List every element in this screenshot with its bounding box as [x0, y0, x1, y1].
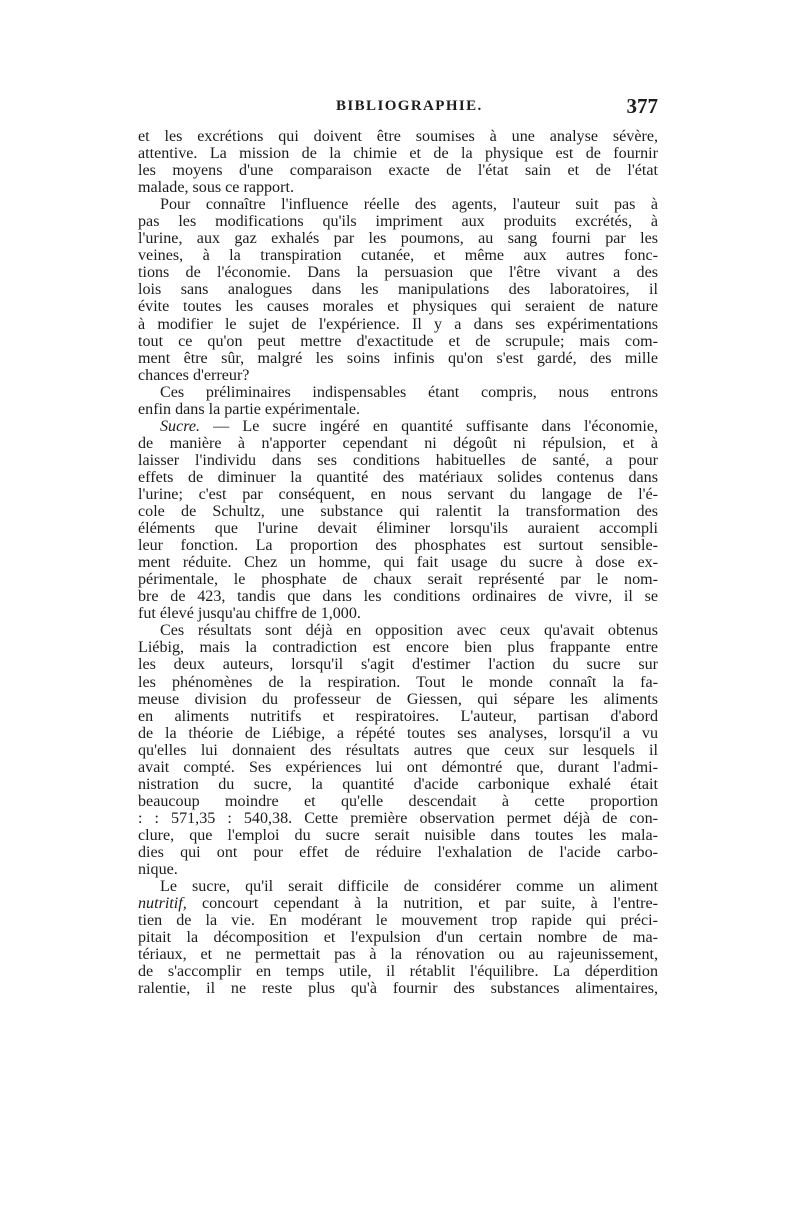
- text-line: enfin dans la partie expérimentale.: [138, 400, 361, 418]
- text-line: Ces préliminaires indispensables étant compris, nous entrons: [160, 383, 658, 401]
- text-line: dies qui ont pour effet de réduire l'exhalation de l'acide carbo-: [138, 843, 658, 861]
- text-line: éléments que l'urine devait éliminer lorsqu'ils auraient accompli: [138, 520, 658, 538]
- text-line: fut élevé jusqu'au chiffre de 1,000.: [138, 605, 361, 623]
- text-line: effets de diminuer la quantité des matériaux solides contenus dans: [138, 468, 658, 486]
- italic-term: nutritif,: [138, 895, 187, 913]
- text-line: pitait la décomposition et l'expulsion d'un certain nombre de ma-: [138, 929, 658, 947]
- text-line: attentive. La mission de la chimie et de la physique est de fournir: [138, 145, 658, 163]
- text-line: leur fonction. La proportion des phosphates est surtout sensible-: [138, 537, 658, 555]
- text-line: : : 571,35 : 540,38. Cette première observation permet déjà de con-: [138, 809, 658, 827]
- italic-term: Sucre.: [160, 417, 201, 435]
- text-line: ment réduite. Chez un homme, qui fait usage du sucre à dose ex-: [138, 554, 658, 572]
- text-line: Le sucre, qu'il serait difficile de considérer comme un aliment: [160, 878, 658, 896]
- text-line: l'urine, aux gaz exhalés par les poumons, au sang fourni par les: [138, 230, 658, 248]
- text-line: et les excrétions qui doivent être soumises à une analyse sévère,: [138, 128, 658, 145]
- running-head: BIBLIOGRAPHIE.: [336, 98, 483, 114]
- text-line: les phénomènes de la respiration. Tout le monde connaît la fa-: [138, 673, 658, 691]
- text-line: de la théorie de Liébige, a répété toutes ses analyses, lorsqu'il a vu: [138, 724, 658, 742]
- page-number: 377: [626, 94, 658, 118]
- text-line: nique.: [138, 861, 178, 879]
- text-line: avait compté. Ses expériences lui ont démontré que, durant l'admi-: [138, 758, 658, 776]
- text-line: ralentie, il ne reste plus qu'à fournir des substances alimentaires,: [138, 980, 658, 998]
- text-line: Sucre. — Le sucre ingéré en quantité suffisante dans l'économie,: [160, 417, 658, 435]
- text-line: bre de 423, tandis que dans les conditions ordinaires de vivre, il se: [138, 588, 658, 606]
- text-line: tien de la vie. En modérant le mouvement trop rapide qui préci-: [138, 912, 658, 930]
- text-line: chances d'erreur?: [138, 366, 250, 384]
- text-line: lois sans analogues dans les manipulations des laboratoires, il: [138, 281, 658, 299]
- text-line: cole de Schultz, une substance qui ralentit la transformation des: [138, 503, 658, 521]
- text-line: tériaux, et ne permettait pas à la rénovation ou au rajeunissement,: [138, 946, 658, 964]
- text-line: tions de l'économie. Dans la persuasion que l'être vivant a des: [138, 264, 658, 282]
- text-line: laisser l'individu dans ses conditions habituelles de santé, a pour: [138, 451, 658, 469]
- page-header: [138, 94, 658, 124]
- text-line: ment être sûr, malgré les soins infinis qu'on s'est gardé, des mille: [138, 349, 658, 367]
- text-line: de s'accomplir en temps utile, il rétablit l'équilibre. La déperdition: [138, 963, 658, 981]
- text-line: Liébig, mais la contradiction est encore bien plus frappante entre: [138, 639, 658, 657]
- text-line: Pour connaître l'influence réelle des agents, l'auteur suit pas à: [160, 196, 658, 214]
- text-line: tout ce qu'on peut mettre d'exactitude et de scrupule; mais com-: [138, 332, 658, 350]
- text-line: meuse division du professeur de Giessen, qui sépare les aliments: [138, 690, 658, 708]
- text-line: en aliments nutritifs et respiratoires. L'auteur, partisan d'abord: [138, 707, 658, 725]
- text-line: malade, sous ce rapport.: [138, 179, 294, 197]
- text-line: l'urine; c'est par conséquent, en nous servant du langage de l'é-: [138, 485, 658, 503]
- text-line: clure, que l'emploi du sucre serait nuisible dans toutes les mala-: [138, 826, 658, 844]
- text-line: Ces résultats sont déjà en opposition avec ceux qu'avait obtenus: [160, 622, 658, 640]
- text-line: périmentale, le phosphate de chaux serait représenté par le nom-: [138, 571, 658, 589]
- body-text: [138, 128, 658, 997]
- text-line: pas les modifications qu'ils impriment aux produits excrétés, à: [138, 213, 658, 231]
- text-line: beaucoup moindre et qu'elle descendait à cette proportion: [138, 792, 658, 810]
- text-line: à modifier le sujet de l'expérience. Il y a dans ses expérimentations: [138, 315, 658, 333]
- text-line: nistration du sucre, la quantité d'acide carbonique exhalé était: [138, 775, 658, 793]
- text-line: les deux auteurs, lorsqu'il s'agit d'estimer l'action du sucre sur: [138, 656, 658, 674]
- text-line: évite toutes les causes morales et physiques qui seraient de nature: [138, 298, 658, 316]
- text-line: veines, à la transpiration cutanée, et même aux autres fonc-: [138, 247, 658, 265]
- text-line: nutritif, concourt cependant à la nutrition, et par suite, à l'entre-: [138, 895, 658, 913]
- text-line: qu'elles lui donnaient des résultats autres que ceux sur lesquels il: [138, 741, 658, 759]
- text-line: de manière à n'apporter cependant ni dégoût ni répulsion, et à: [138, 434, 658, 452]
- text-line: les moyens d'une comparaison exacte de l'état sain et de l'état: [138, 162, 658, 180]
